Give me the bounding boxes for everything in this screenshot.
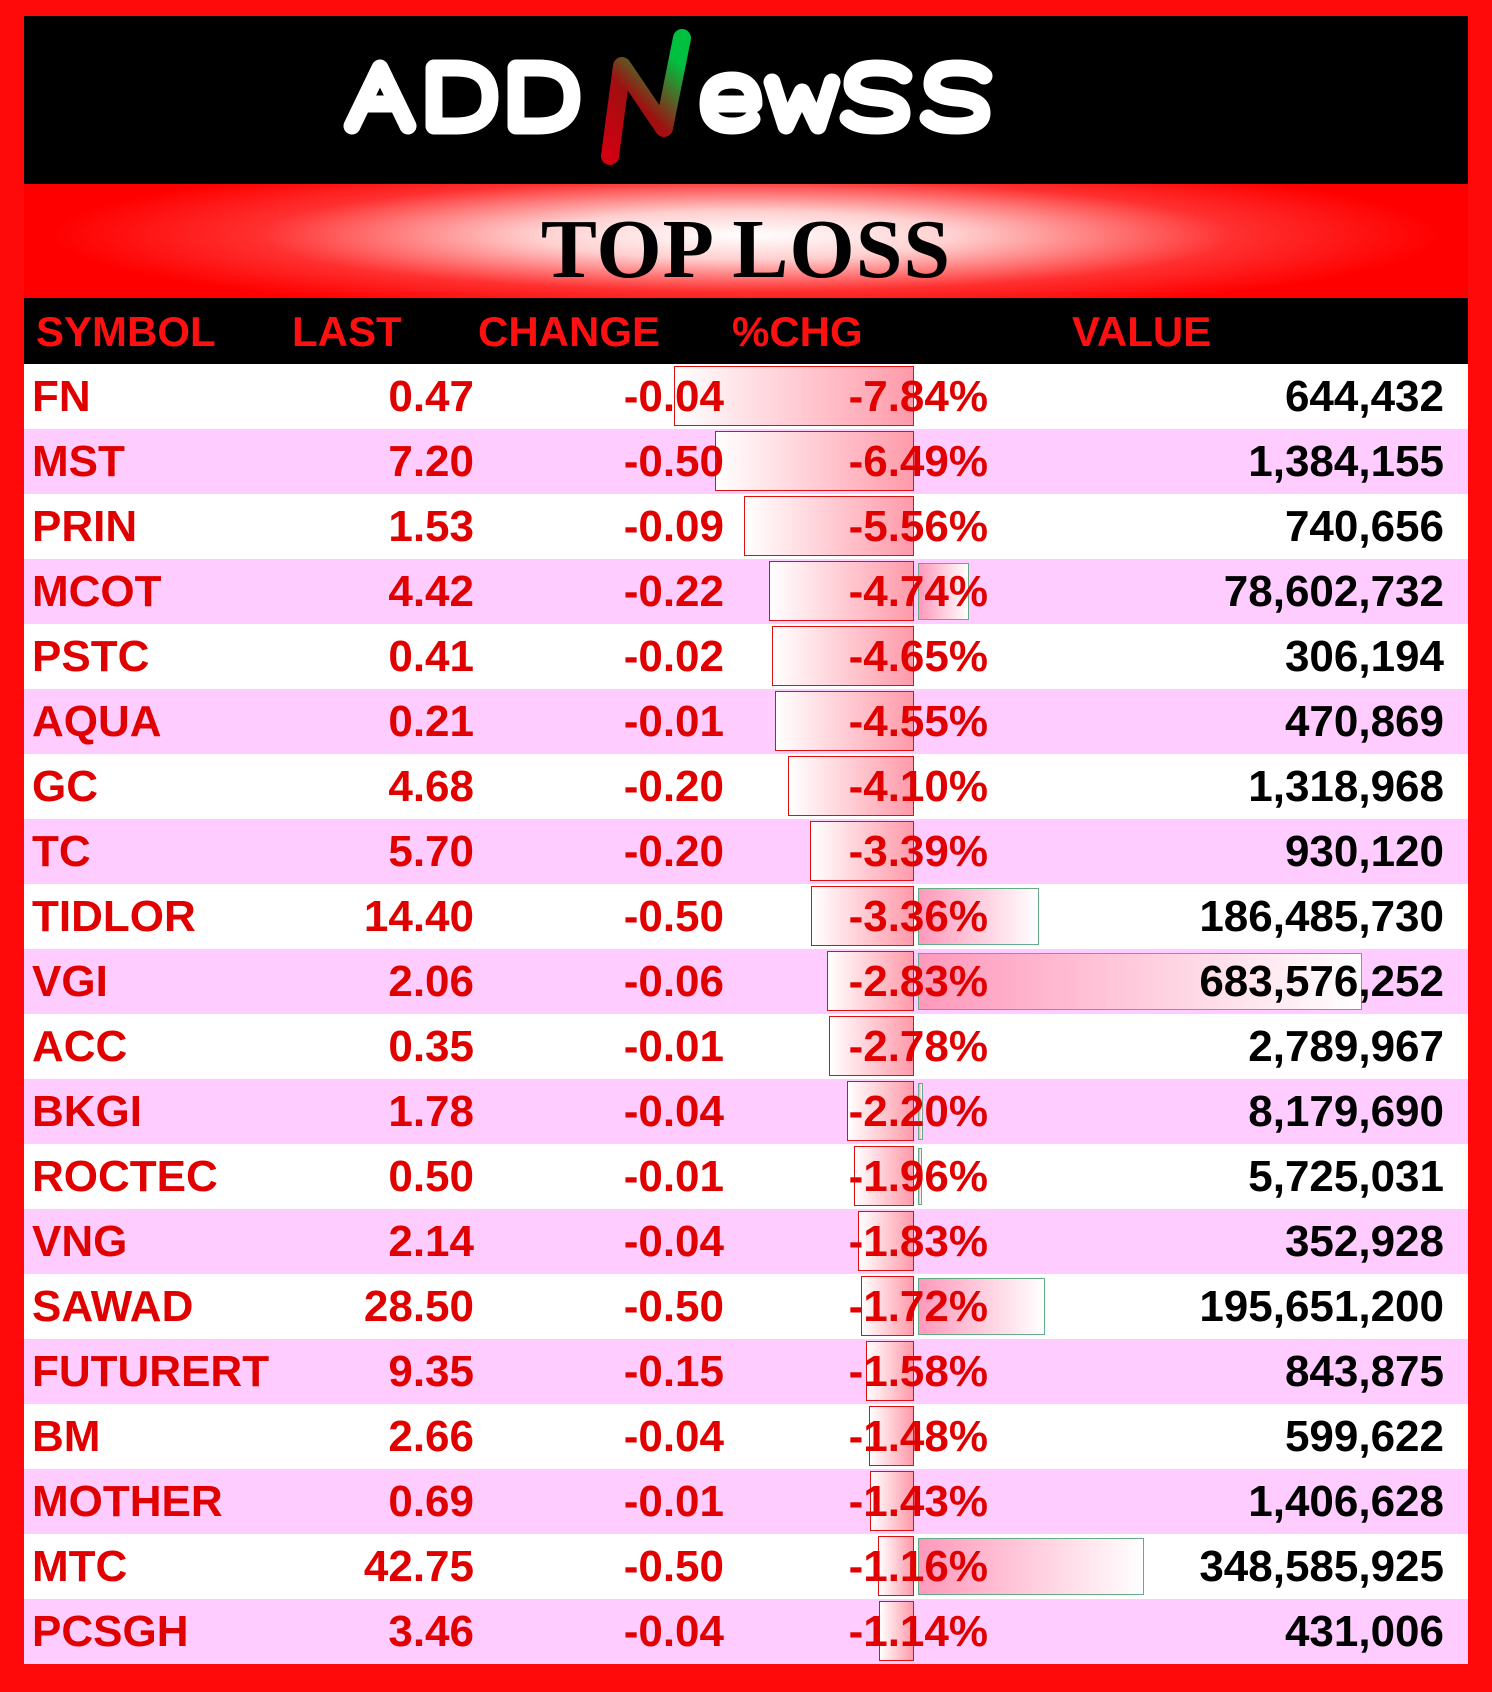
header-symbol: SYMBOL <box>36 308 216 355</box>
change-cell: -0.20 <box>623 827 724 876</box>
page-title: TOP LOSS <box>540 203 952 296</box>
pct-change-cell: -1.72% <box>848 1282 988 1331</box>
last-cell: 7.20 <box>388 437 474 486</box>
pct-change-cell: -1.14% <box>848 1607 988 1656</box>
header-pct: %CHG <box>732 308 863 355</box>
value-cell: 195,651,200 <box>1199 1282 1444 1331</box>
pct-change-cell: -1.58% <box>848 1347 988 1396</box>
table-row <box>24 559 1468 624</box>
header-change: CHANGE <box>478 308 661 355</box>
symbol-cell: VNG <box>32 1217 128 1266</box>
table-row <box>24 1404 1468 1469</box>
table-row <box>24 1274 1468 1339</box>
value-cell: 683,576,252 <box>1199 957 1444 1006</box>
value-cell: 644,432 <box>1284 372 1444 421</box>
table-header <box>24 298 1468 364</box>
value-cell: 348,585,925 <box>1199 1542 1444 1591</box>
table-row <box>24 819 1468 884</box>
change-cell: -0.04 <box>623 372 724 421</box>
pct-change-cell: -1.48% <box>848 1412 988 1461</box>
n-accent-icon <box>610 38 682 156</box>
table-row <box>24 949 1468 1014</box>
table-row <box>24 1339 1468 1404</box>
change-cell: -0.04 <box>623 1607 724 1656</box>
change-cell: -0.50 <box>623 1542 724 1591</box>
table-row <box>24 1534 1468 1599</box>
symbol-cell: PCSGH <box>32 1607 189 1656</box>
last-cell: 5.70 <box>388 827 474 876</box>
change-cell: -0.04 <box>623 1087 724 1136</box>
symbol-cell: BKGI <box>32 1087 142 1136</box>
change-cell: -0.01 <box>623 1022 724 1071</box>
change-cell: -0.02 <box>623 632 724 681</box>
value-cell: 1,406,628 <box>1248 1477 1444 1526</box>
last-cell: 0.50 <box>388 1152 474 1201</box>
value-cell: 1,318,968 <box>1248 762 1444 811</box>
value-cell: 599,622 <box>1284 1412 1444 1461</box>
value-cell: 930,120 <box>1284 827 1444 876</box>
table-row <box>24 1144 1468 1209</box>
table-row <box>24 884 1468 949</box>
pct-change-cell: -1.16% <box>848 1542 988 1591</box>
header-last: LAST <box>292 308 402 355</box>
last-cell: 9.35 <box>388 1347 474 1396</box>
symbol-cell: ROCTEC <box>32 1152 218 1201</box>
change-cell: -0.01 <box>623 697 724 746</box>
value-cell: 843,875 <box>1284 1347 1444 1396</box>
table-body <box>24 364 1468 1664</box>
title-band <box>24 184 1468 298</box>
symbol-cell: PSTC <box>32 632 150 681</box>
last-cell: 0.21 <box>388 697 474 746</box>
header-value: VALUE <box>1072 308 1212 355</box>
change-cell: -0.22 <box>623 567 724 616</box>
pct-change-cell: -4.65% <box>848 632 988 681</box>
value-cell: 352,928 <box>1284 1217 1444 1266</box>
value-cell: 78,602,732 <box>1223 567 1444 616</box>
table-row <box>24 494 1468 559</box>
change-cell: -0.06 <box>623 957 724 1006</box>
symbol-cell: MST <box>32 437 125 486</box>
last-cell: 3.46 <box>388 1607 474 1656</box>
symbol-cell: TIDLOR <box>32 892 196 941</box>
last-cell: 1.78 <box>388 1087 474 1136</box>
value-cell: 431,006 <box>1284 1607 1444 1656</box>
pct-change-cell: -1.43% <box>848 1477 988 1526</box>
symbol-cell: PRIN <box>32 502 138 551</box>
last-cell: 4.68 <box>388 762 474 811</box>
value-cell: 5,725,031 <box>1248 1152 1444 1201</box>
table-row <box>24 1079 1468 1144</box>
last-cell: 0.69 <box>388 1477 474 1526</box>
table-row <box>24 1014 1468 1079</box>
pct-change-cell: -4.10% <box>848 762 988 811</box>
table-row <box>24 1599 1468 1664</box>
top-loss-table <box>24 298 1468 1664</box>
pct-change-cell: -3.36% <box>848 892 988 941</box>
symbol-cell: MCOT <box>32 567 162 616</box>
change-cell: -0.50 <box>623 1282 724 1331</box>
symbol-cell: BM <box>32 1412 101 1461</box>
pct-change-cell: -1.96% <box>848 1152 988 1201</box>
change-cell: -0.01 <box>623 1152 724 1201</box>
logo-bar <box>24 16 1468 184</box>
table-row <box>24 429 1468 494</box>
table-row <box>24 1209 1468 1274</box>
pct-change-cell: -3.39% <box>848 827 988 876</box>
change-cell: -0.15 <box>623 1347 724 1396</box>
last-cell: 0.35 <box>388 1022 474 1071</box>
pct-change-cell: -2.20% <box>848 1087 988 1136</box>
last-cell: 28.50 <box>363 1282 474 1331</box>
last-cell: 42.75 <box>363 1542 474 1591</box>
last-cell: 0.41 <box>388 632 474 681</box>
symbol-cell: FN <box>32 372 91 421</box>
value-cell: 8,179,690 <box>1248 1087 1444 1136</box>
pct-change-cell: -2.83% <box>848 957 988 1006</box>
change-cell: -0.50 <box>623 437 724 486</box>
change-cell: -0.50 <box>623 892 724 941</box>
change-cell: -0.04 <box>623 1217 724 1266</box>
change-cell: -0.09 <box>623 502 724 551</box>
pct-change-cell: -5.56% <box>848 502 988 551</box>
change-cell: -0.04 <box>623 1412 724 1461</box>
value-cell: 2,789,967 <box>1248 1022 1444 1071</box>
last-cell: 1.53 <box>388 502 474 551</box>
value-cell: 186,485,730 <box>1199 892 1444 941</box>
pct-change-cell: -4.74% <box>848 567 988 616</box>
symbol-cell: FUTURERT <box>32 1347 270 1396</box>
symbol-cell: MTC <box>32 1542 128 1591</box>
symbol-cell: VGI <box>32 957 108 1006</box>
table-row <box>24 1469 1468 1534</box>
value-cell: 306,194 <box>1284 632 1444 681</box>
symbol-cell: ACC <box>32 1022 128 1071</box>
table-row <box>24 689 1468 754</box>
pct-change-cell: -2.78% <box>848 1022 988 1071</box>
table-row <box>24 624 1468 689</box>
value-cell: 470,869 <box>1284 697 1444 746</box>
addnewss-logo <box>24 16 1468 184</box>
symbol-cell: AQUA <box>32 697 162 746</box>
last-cell: 4.42 <box>388 567 474 616</box>
change-cell: -0.01 <box>623 1477 724 1526</box>
last-cell: 14.40 <box>363 892 474 941</box>
change-cell: -0.20 <box>623 762 724 811</box>
symbol-cell: SAWAD <box>32 1282 194 1331</box>
pct-change-cell: -6.49% <box>848 437 988 486</box>
pct-change-cell: -1.83% <box>848 1217 988 1266</box>
table-row <box>24 364 1468 429</box>
last-cell: 2.14 <box>388 1217 474 1266</box>
last-cell: 2.66 <box>388 1412 474 1461</box>
value-cell: 740,656 <box>1284 502 1444 551</box>
last-cell: 2.06 <box>388 957 474 1006</box>
last-cell: 0.47 <box>388 372 474 421</box>
pct-change-cell: -7.84% <box>848 372 988 421</box>
symbol-cell: TC <box>32 827 91 876</box>
symbol-cell: MOTHER <box>32 1477 223 1526</box>
pct-change-cell: -4.55% <box>848 697 988 746</box>
table-row <box>24 754 1468 819</box>
value-cell: 1,384,155 <box>1248 437 1444 486</box>
symbol-cell: GC <box>32 762 98 811</box>
